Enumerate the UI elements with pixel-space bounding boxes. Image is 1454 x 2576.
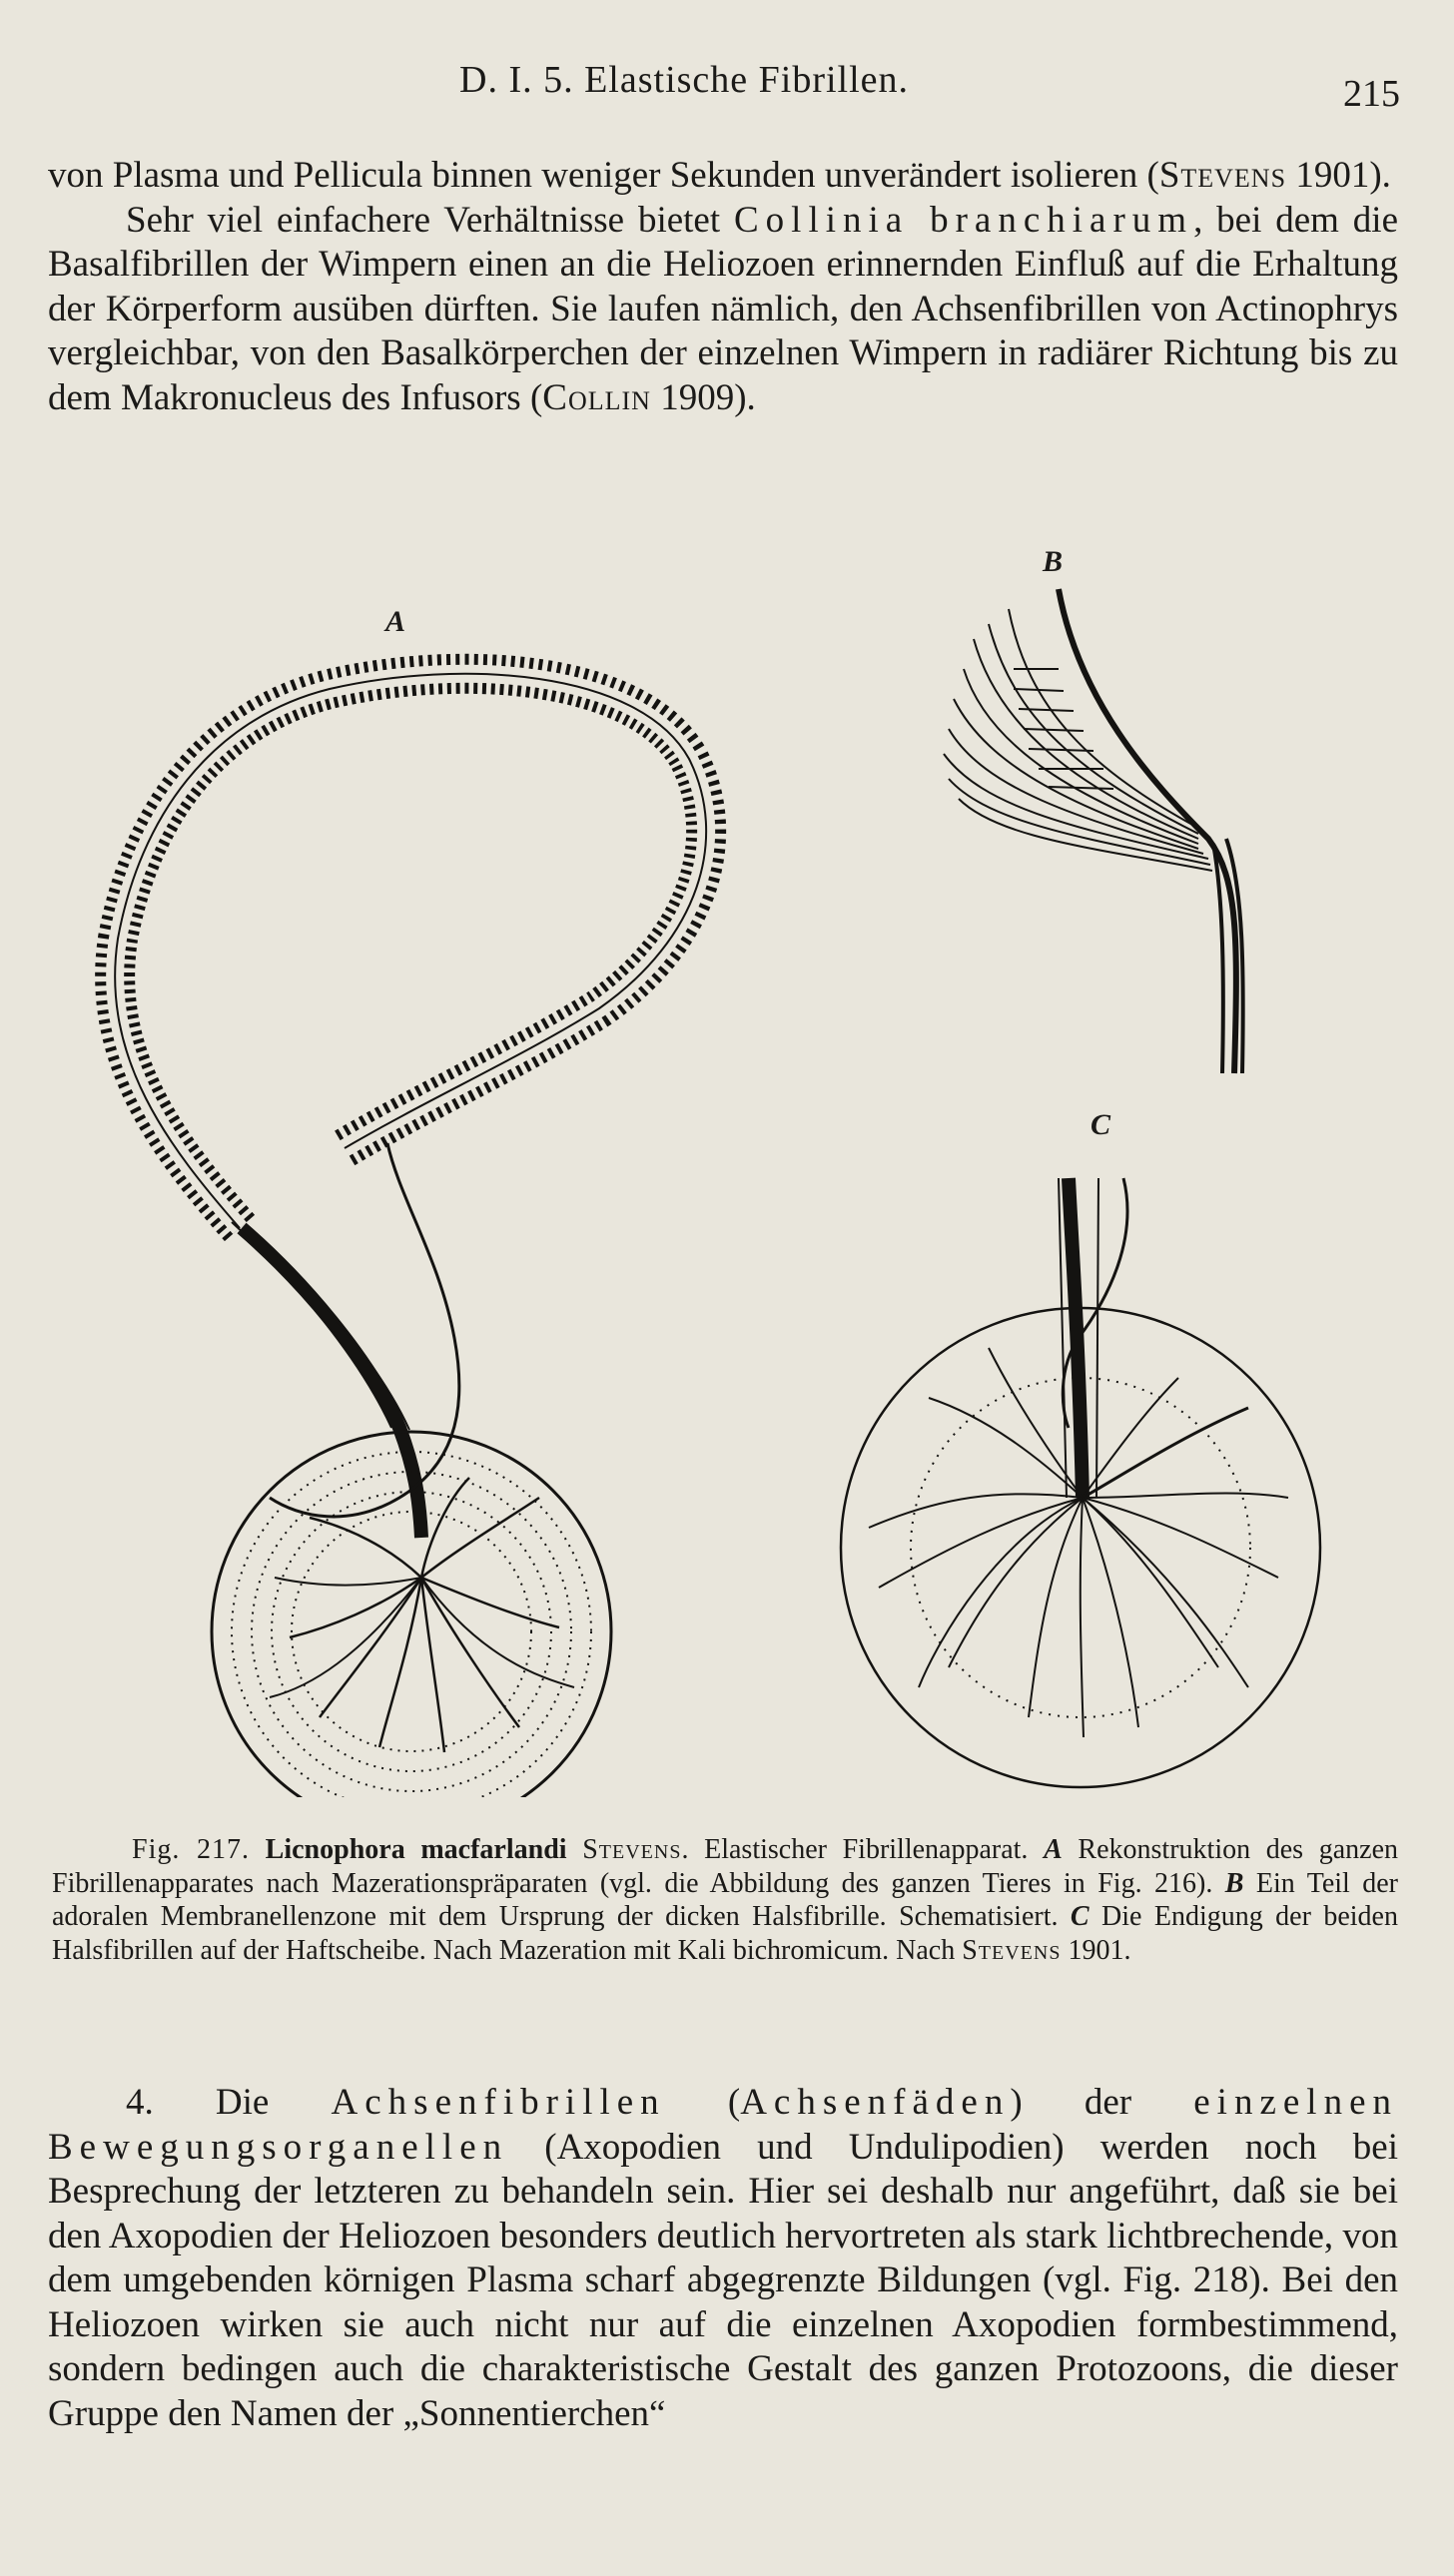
caption-label-c: C bbox=[1070, 1901, 1090, 1933]
figure-label-c: C bbox=[1090, 1108, 1111, 1141]
paragraph-3 bbox=[48, 2081, 1398, 2436]
paragraph-3-text: 4. Die bbox=[126, 2082, 332, 2123]
figure-caption bbox=[52, 1833, 1398, 1967]
caption-label-b: B bbox=[1224, 1867, 1244, 1899]
species-author: Stevens bbox=[582, 1834, 682, 1865]
page-number: 215 bbox=[1343, 73, 1400, 115]
paragraph-2-text-end: 1909). bbox=[650, 376, 756, 418]
text-block-top bbox=[48, 154, 1398, 420]
figure-label-b: B bbox=[1043, 545, 1064, 578]
paragraph-3-paren-open: ( bbox=[665, 2082, 741, 2123]
caption-text bbox=[52, 1833, 1398, 1967]
caption-text-a: Rekonstruktion des ganzen Fibrillenapparates nach Mazerationspräparaten (vgl. die Abbildung des ganzen Tieres in Fig. 216). bbox=[52, 1834, 1399, 1899]
figure-label-a: A bbox=[385, 605, 406, 638]
paragraph-2 bbox=[48, 199, 1398, 421]
drawing-a bbox=[115, 674, 706, 1797]
caption-text-c: Die Endigung der beiden Halsfibrillen auf der Haftscheibe. Nach Mazeration mit Kali bichromicum. Nach bbox=[52, 1901, 1398, 1966]
caption-intro: . Elastischer Fibrillenapparat. bbox=[681, 1834, 1029, 1865]
paragraph-3-text-der: ) der bbox=[1010, 2082, 1194, 2123]
genus-name: Collinia branchiarum bbox=[734, 199, 1194, 241]
paragraph-1-text-end: 1901). bbox=[1286, 155, 1391, 196]
paragraph-3-text-end: (Axopodien und Undulipodien) werden noch bei Besprechung der letzteren zu behandeln sein. Hier sei deshalb nur angeführt, daß sie bei den Axopodien der Heliozoen besonders deutlich hervortreten als stark lichtbrechende, von dem umgebenden körnigen Plasma scharf abgegrenzte Bildungen (vgl. Fig. 218). Bei den Heliozoen wirken sie auch nicht nur auf die einzelnen Axopodien formbestimmend, sondern bedingen auch die charakteristische Gestalt des ganzen Protozoons, die dieser Gruppe den Namen der „Sonnentierchen“ bbox=[48, 2126, 1398, 2434]
chapter-heading: D. I. 5. Elastische Fibrillen. bbox=[459, 59, 910, 101]
caption-end-text: 1901. bbox=[1061, 1934, 1131, 1966]
paragraph-2-text-middle: , bei dem die Basalfibrillen der Wimpern einen an die Heliozoen erinnernden Einfluß auf die Erhaltung der Körperform ausüben dürften. Sie laufen nämlich, den Achsenfibrillen von Actinophrys vergleichbar, von den Basalkörperchen der einzelnen Wimpern in radiärer Richtung bis zu dem Makronucleus des Infusors ( bbox=[48, 199, 1398, 418]
running-head bbox=[0, 58, 1454, 118]
caption-end-author: Stevens bbox=[962, 1934, 1062, 1966]
text-block-bottom bbox=[48, 2081, 1398, 2436]
figure-217 bbox=[0, 539, 1454, 1797]
figure-number: Fig. 217. bbox=[132, 1834, 251, 1865]
drawing-b bbox=[944, 589, 1243, 1073]
paragraph-2-text: Sehr viel einfachere Verhältnisse bietet bbox=[126, 199, 734, 241]
term-achsenfibrillen: Achsenfibrillen bbox=[331, 2082, 666, 2123]
paragraph-1 bbox=[48, 154, 1398, 199]
species-name: Licnophora macfarlandi bbox=[265, 1834, 567, 1865]
caption-label-a: A bbox=[1044, 1834, 1063, 1865]
author-name: Stevens bbox=[1158, 155, 1287, 196]
term-achsenfaeden: Achsenfäden bbox=[740, 2082, 1011, 2123]
term-bewegungsorganellen: einzelnen Bewegungsorganellen bbox=[48, 2082, 1398, 2168]
drawing-c bbox=[841, 1178, 1320, 1787]
paragraph-1-text: von Plasma und Pellicula binnen weniger Sekunden unverändert isolieren ( bbox=[48, 155, 1159, 196]
fibril-illustration bbox=[0, 539, 1454, 1797]
caption-text-b: Ein Teil der adoralen Membranellenzone mit dem Ursprung der dicken Halsfibrille. Schematisiert. bbox=[52, 1867, 1399, 1933]
author-name: Collin bbox=[542, 376, 651, 418]
